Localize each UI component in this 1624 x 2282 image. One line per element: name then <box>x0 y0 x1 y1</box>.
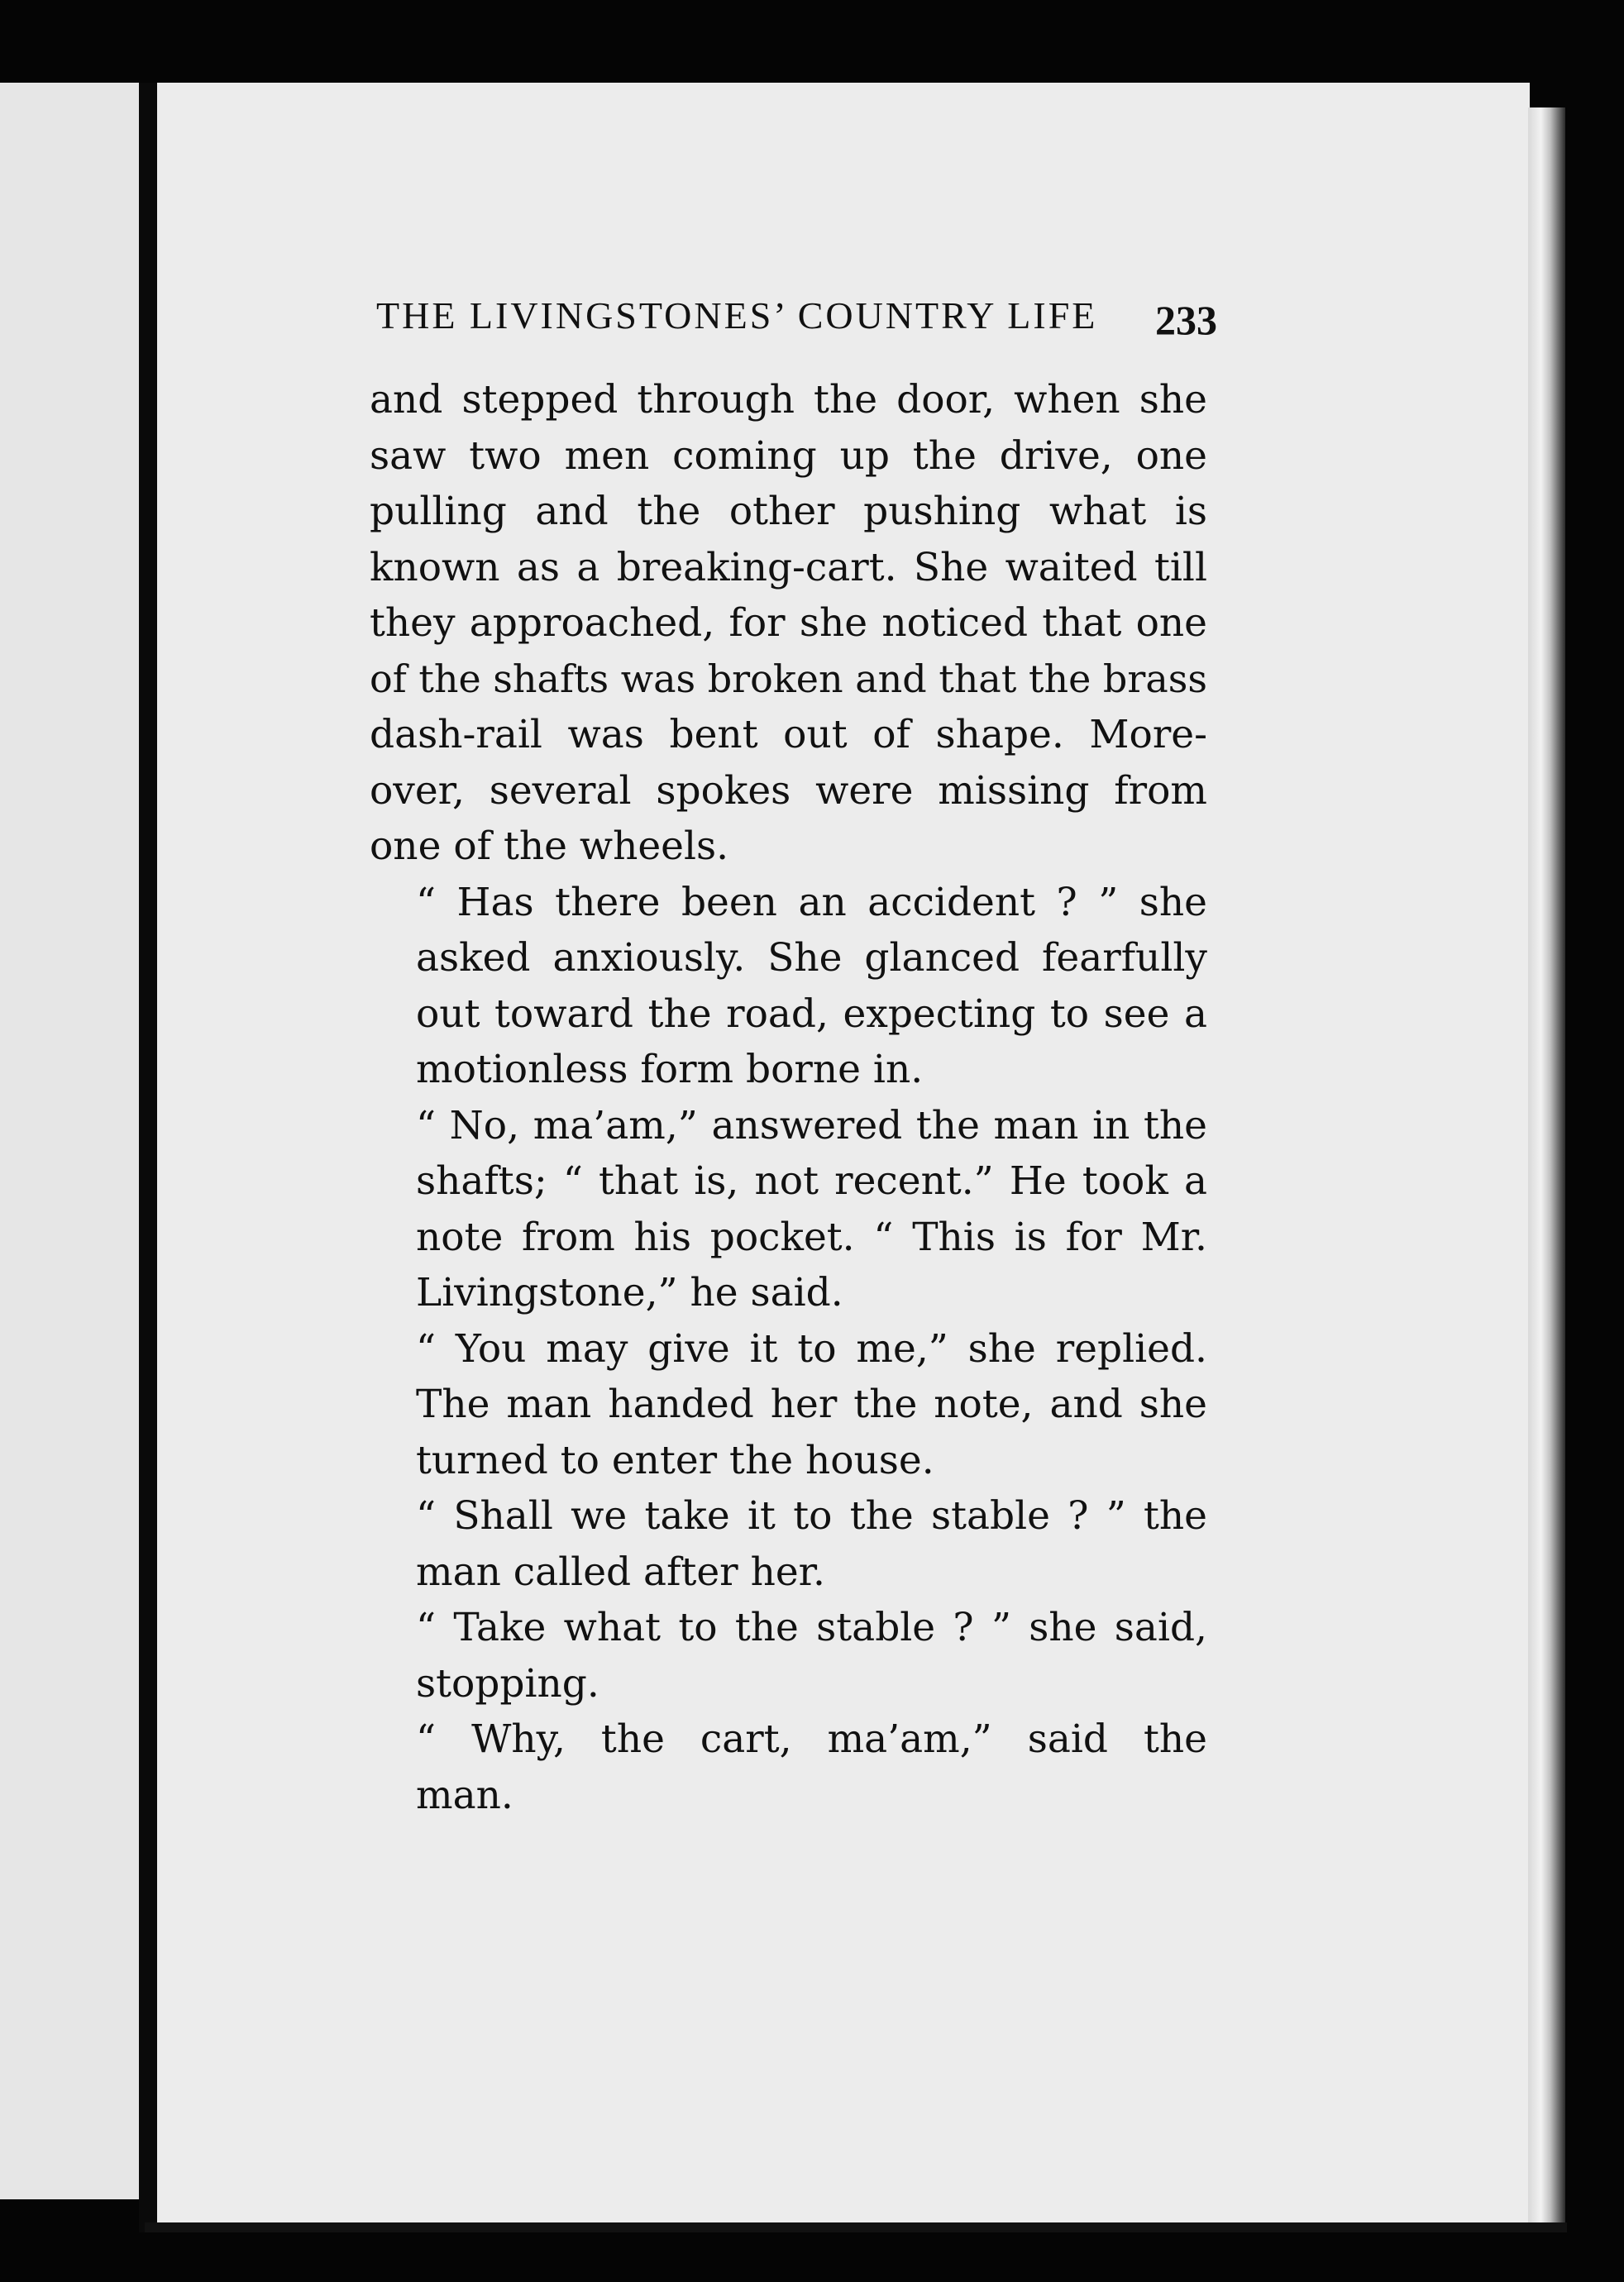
page-number: 233 <box>1155 297 1217 343</box>
text-line: over, several spokes were missing from <box>370 767 1207 814</box>
text-line: motionless form borne in. <box>416 1047 924 1092</box>
text-line: dash-rail was bent out of shape. More- <box>370 712 1207 757</box>
text-line: “ You may give it to me,” she replied. <box>416 1325 1207 1372</box>
paragraph <box>370 1098 1207 1321</box>
text-line: The man handed her the note, and she <box>416 1382 1207 1427</box>
paragraph <box>370 1600 1207 1712</box>
text-line: of the shafts was broken and that the brass <box>370 656 1207 701</box>
text-line: they approached, for she noticed that one <box>370 600 1207 646</box>
binding-gutter <box>139 83 157 2232</box>
text-line: shafts; “ that is, not recent.” He took a <box>416 1158 1207 1204</box>
body-text <box>370 372 1207 1823</box>
page-fore-edge <box>1528 107 1565 2232</box>
text-line: pulling and the other pushing what is <box>370 489 1207 534</box>
paragraph <box>370 875 1207 1098</box>
text-line: out toward the road, expecting to see a <box>416 991 1207 1037</box>
text-line: stopping. <box>416 1660 599 1707</box>
text-line: turned to enter the house. <box>416 1437 934 1483</box>
facing-page-edge <box>0 83 145 2199</box>
paragraph <box>370 372 1207 875</box>
text-line: “ Take what to the stable ? ” she said, <box>416 1605 1207 1650</box>
text-line: known as a breaking-cart. She waited till <box>370 544 1207 590</box>
film-border-bottom <box>0 2232 1624 2282</box>
film-border-right <box>1565 83 1624 2282</box>
text-line: one of the wheels. <box>370 824 729 869</box>
text-line: man. <box>416 1772 513 1818</box>
paragraph <box>370 1321 1207 1489</box>
text-line: “ Why, the cart, ma’am,” said the <box>416 1716 1207 1762</box>
text-line: Livingstone,” he said. <box>416 1270 843 1315</box>
paragraph <box>370 1712 1207 1823</box>
text-line: and stepped through the door, when she <box>370 377 1207 423</box>
text-line: asked anxiously. She glanced fearfully <box>416 935 1207 981</box>
text-line: note from his pocket. “ This is for Mr. <box>416 1214 1207 1260</box>
text-line: “ Shall we take it to the stable ? ” the <box>416 1493 1207 1539</box>
text-line: “ No, ma’am,” answered the man in the <box>416 1102 1207 1148</box>
paragraph <box>370 1488 1207 1600</box>
text-line: “ Has there been an accident ? ” she <box>416 879 1207 925</box>
text-line: saw two men coming up the drive, one <box>370 432 1207 479</box>
film-border-top <box>0 0 1624 83</box>
text-line: man called after her. <box>416 1549 825 1595</box>
running-title: THE LIVINGSTONES’ COUNTRY LIFE <box>376 294 1098 337</box>
